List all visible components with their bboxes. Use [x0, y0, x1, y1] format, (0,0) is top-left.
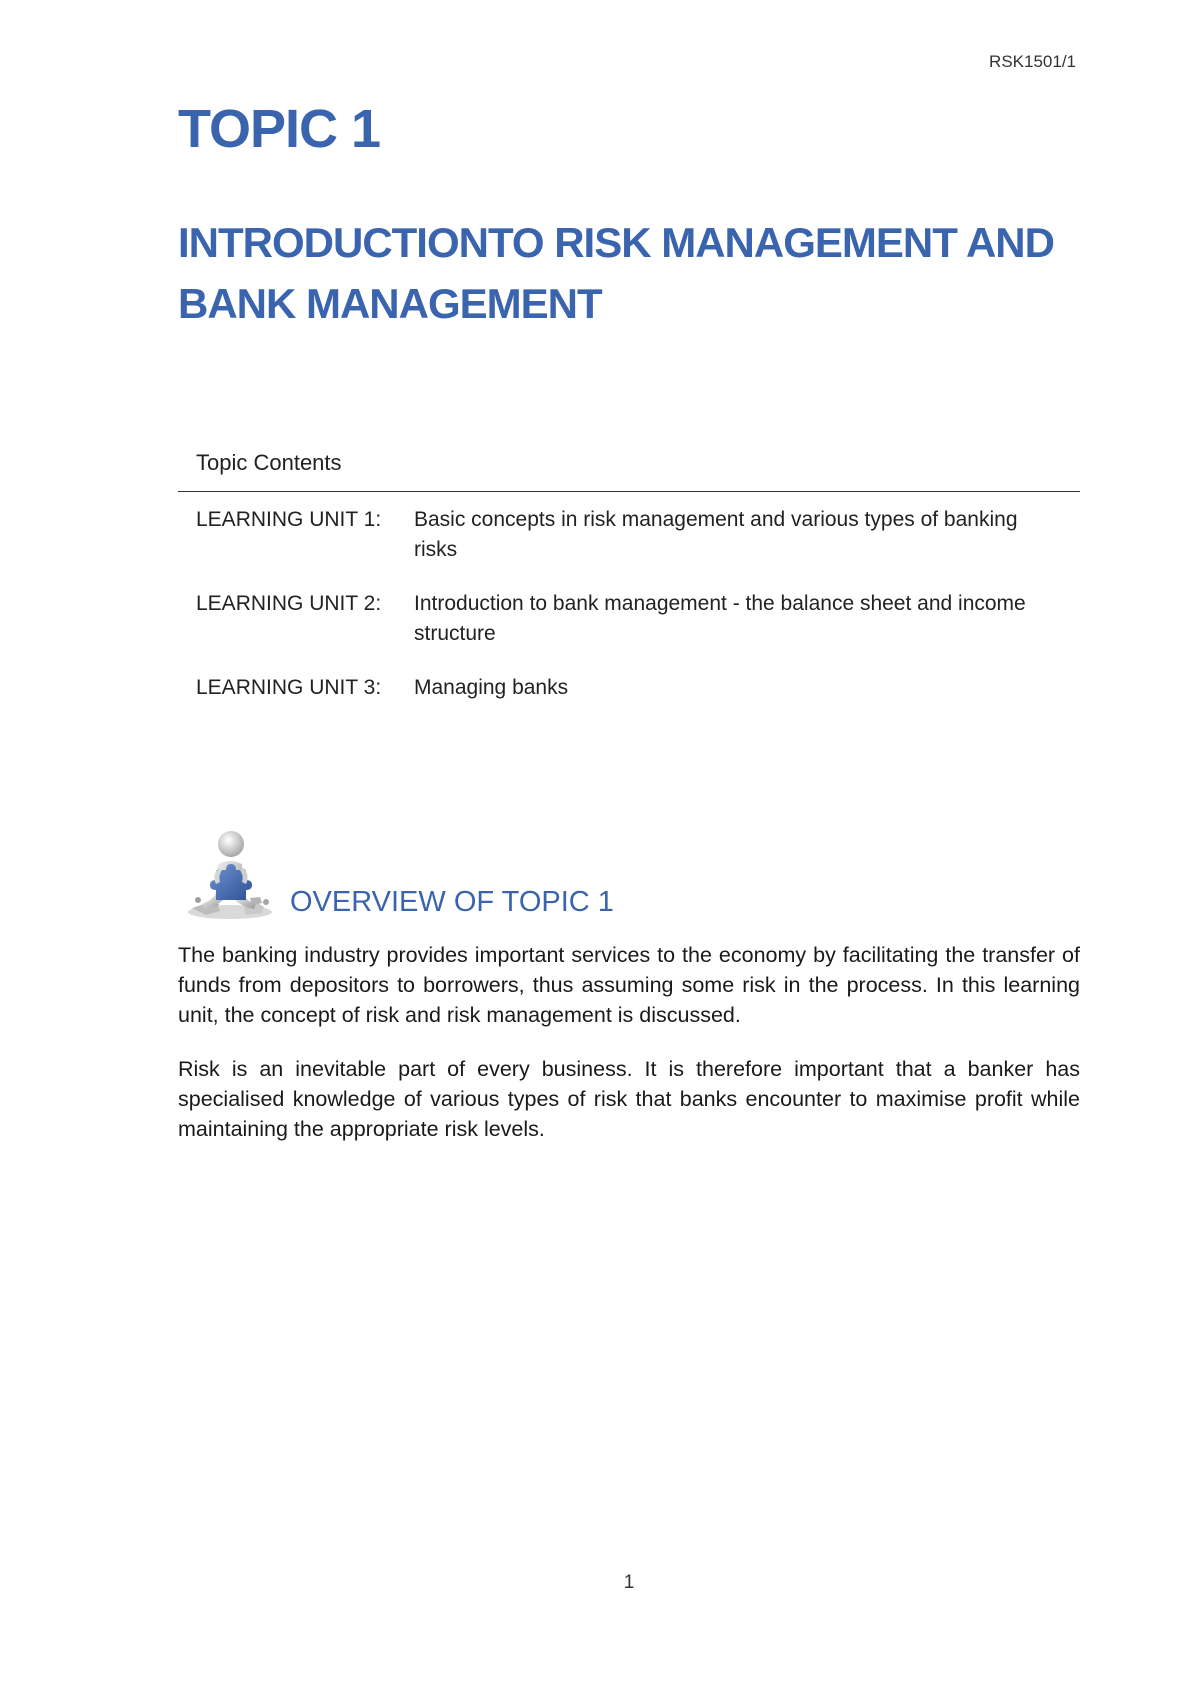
- body-paragraph: The banking industry provides important services to the economy by facilitating the transfer of funds from depositors to borrowers, thus assuming some risk in the process. In this learning unit, the concept of risk and risk management is discussed.: [178, 943, 1080, 1027]
- learning-unit-label: LEARNING UNIT 1:: [196, 508, 382, 531]
- learning-unit-row: [178, 505, 1080, 565]
- learning-unit-description: Introduction to bank management - the balance sheet and income structure: [414, 592, 1026, 645]
- overview-body: [178, 940, 1080, 1144]
- learning-unit-label: LEARNING UNIT 2:: [196, 592, 382, 615]
- learning-unit-row: [178, 673, 1080, 703]
- learning-unit-label: LEARNING UNIT 3:: [196, 676, 382, 699]
- topic-title: TOPIC 1: [178, 99, 381, 159]
- overview-heading: OVERVIEW OF TOPIC 1: [290, 886, 614, 918]
- topic-contents-table: [178, 450, 1080, 703]
- learning-unit-description: Managing banks: [414, 676, 569, 699]
- puzzle-figure-icon: [186, 828, 276, 920]
- topic-subtitle: INTRODUCTIONTO RISK MANAGEMENT AND BANK MANAGEMENT: [178, 219, 1054, 327]
- page-code: RSK1501/1: [989, 52, 1076, 71]
- learning-unit-description: Basic concepts in risk management and various types of banking risks: [414, 508, 1018, 561]
- body-paragraph: Risk is an inevitable part of every business. It is therefore important that a banker has specialised knowledge of various types of risk that banks encounter to maximise profit while maintaining the appropriate risk levels.: [178, 1057, 1080, 1141]
- topic-contents-heading: Topic Contents: [178, 450, 1080, 492]
- overview-section: [186, 828, 1086, 920]
- learning-unit-row: [178, 589, 1080, 649]
- page-number: 1: [623, 1572, 635, 1593]
